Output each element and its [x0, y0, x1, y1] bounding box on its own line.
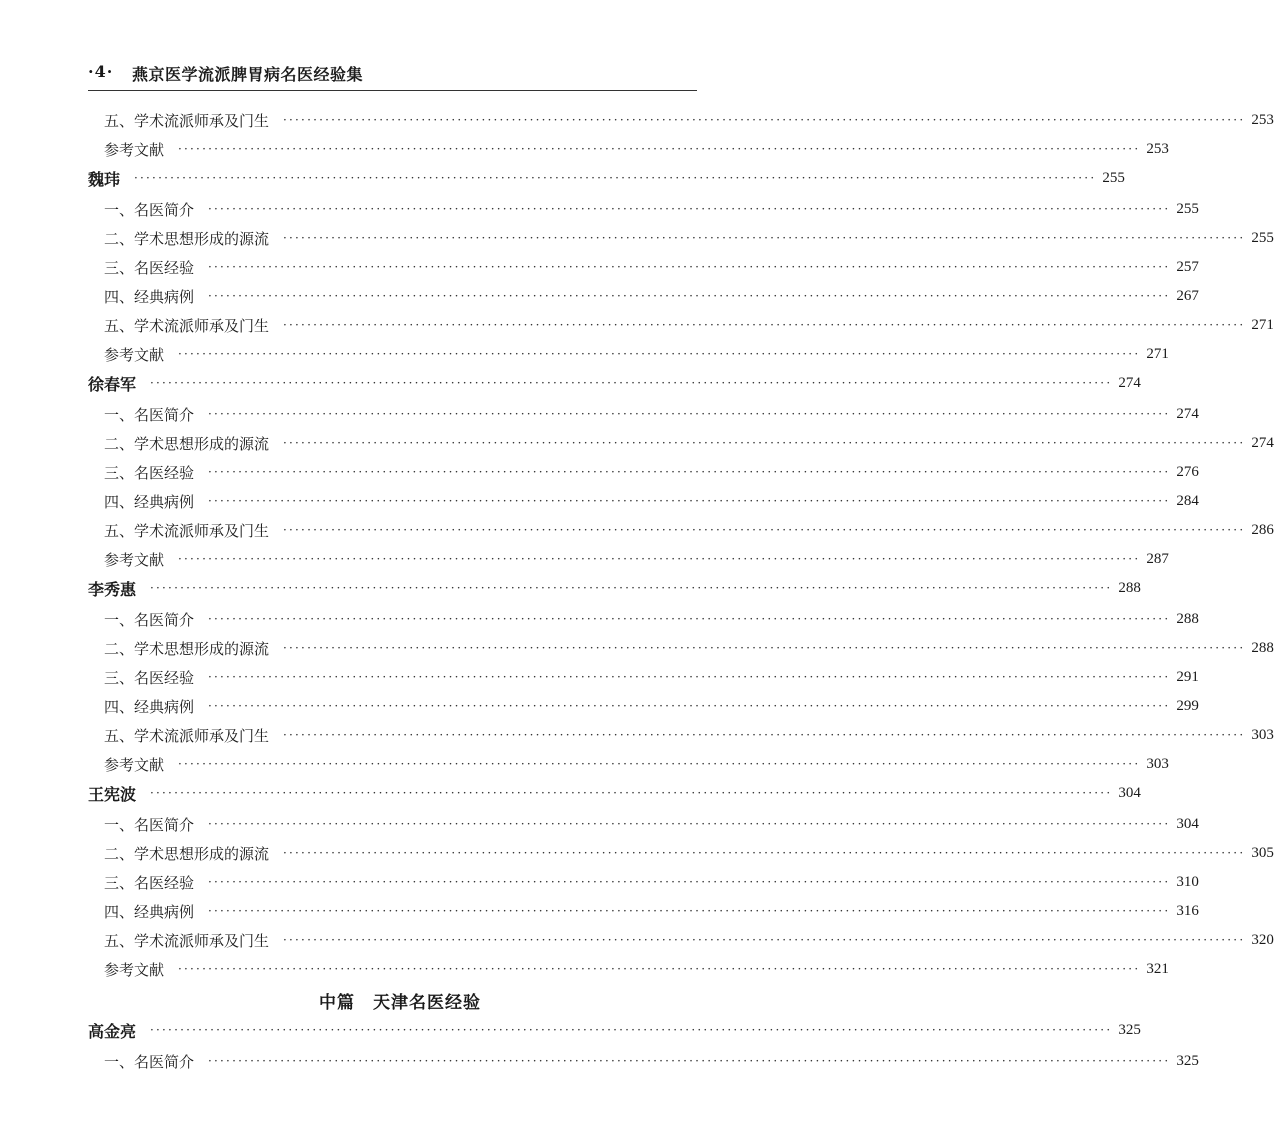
toc-entry-title: 一、名医简介 — [104, 610, 195, 629]
dot-leader: ································································································································································ — [208, 465, 1171, 479]
toc-entry-title: 高金亮 — [88, 1021, 137, 1041]
dot-leader: ································································································································································ — [283, 523, 1246, 537]
dot-leader: ································································································································································ — [208, 494, 1171, 508]
dot-leader: ································································································································································ — [150, 376, 1113, 390]
toc-section-entry[interactable] — [104, 489, 1199, 513]
toc-entry-title: 四、经典病例 — [104, 697, 195, 716]
toc-section-entry[interactable] — [104, 812, 1199, 836]
toc-section-entry[interactable] — [104, 284, 1199, 308]
toc-section-entry[interactable] — [104, 431, 1274, 455]
toc-entry-title: 三、名医经验 — [104, 873, 195, 892]
toc-entry-title: 一、名医简介 — [104, 405, 195, 424]
toc-entry-page: 255 — [1176, 200, 1199, 217]
toc-entry-page: 320 — [1251, 931, 1274, 948]
toc-entry-title: 五、学术流派师承及门生 — [104, 931, 270, 950]
toc-entry-page: 257 — [1176, 258, 1199, 275]
toc-entry-page: 288 — [1176, 610, 1199, 627]
toc-entry-page: 274 — [1118, 374, 1141, 391]
toc-entry-title: 一、名医简介 — [104, 815, 195, 834]
toc-section-entry[interactable] — [104, 957, 1169, 981]
toc-entry-title: 徐春军 — [88, 374, 137, 394]
toc-entry-page: 286 — [1251, 521, 1274, 538]
toc-doctor-entry[interactable] — [88, 576, 1141, 600]
toc-entry-title: 参考文献 — [104, 345, 165, 364]
toc-entry-page: 255 — [1251, 229, 1274, 246]
toc-section-entry[interactable] — [104, 226, 1274, 250]
toc-section-entry[interactable] — [104, 342, 1169, 366]
toc-doctor-entry[interactable] — [88, 1018, 1141, 1042]
page-number: ·4· — [88, 62, 114, 81]
toc-section-entry[interactable] — [104, 137, 1169, 161]
dot-leader: ································································································································································ — [283, 846, 1246, 860]
toc-entry-page: 271 — [1146, 345, 1169, 362]
toc-entry-title: 王宪波 — [88, 784, 137, 804]
dot-leader: ································································································································································ — [208, 1054, 1171, 1068]
toc-entry-page: 304 — [1176, 815, 1199, 832]
toc-section-entry[interactable] — [104, 460, 1199, 484]
toc-entry-title: 三、名医经验 — [104, 258, 195, 277]
toc-section-entry[interactable] — [104, 313, 1274, 337]
toc-entry-title: 二、学术思想形成的源流 — [104, 434, 270, 453]
toc-entry-page: 325 — [1176, 1052, 1199, 1069]
toc-entry-title: 五、学术流派师承及门生 — [104, 316, 270, 335]
toc-entry-page: 284 — [1176, 492, 1199, 509]
book-title: 燕京医学流派脾胃病名医经验集 — [132, 65, 364, 84]
toc-entry-title: 四、经典病例 — [104, 492, 195, 511]
toc-section-entry[interactable] — [104, 870, 1199, 894]
toc-section-entry[interactable] — [104, 1049, 1199, 1073]
toc-entry-page: 303 — [1251, 726, 1274, 743]
toc-doctor-entry[interactable] — [88, 166, 1125, 190]
toc-entry-title: 三、名医经验 — [104, 668, 195, 687]
toc-entry-page: 267 — [1176, 287, 1199, 304]
toc-entry-page: 271 — [1251, 316, 1274, 333]
toc-section-entry[interactable] — [104, 547, 1169, 571]
toc-entry-title: 一、名医简介 — [104, 200, 195, 219]
dot-leader: ································································································································································ — [208, 670, 1171, 684]
dot-leader: ································································································································································ — [283, 641, 1246, 655]
toc-section-entry[interactable] — [104, 928, 1274, 952]
toc-entry-page: 304 — [1118, 784, 1141, 801]
toc-entry-title: 参考文献 — [104, 755, 165, 774]
toc-section-entry[interactable] — [104, 518, 1274, 542]
dot-leader: ································································································································································ — [208, 875, 1171, 889]
toc-entry-title: 魏玮 — [88, 169, 121, 189]
toc-entry-page: 274 — [1251, 434, 1274, 451]
dot-leader: ································································································································································ — [208, 202, 1171, 216]
dot-leader: ································································································································································ — [283, 231, 1246, 245]
toc-entry-title: 二、学术思想形成的源流 — [104, 844, 270, 863]
toc-entry-title: 一、名医简介 — [104, 1052, 195, 1071]
toc-entry-title: 五、学术流派师承及门生 — [104, 111, 270, 130]
dot-leader: ································································································································································ — [178, 142, 1141, 156]
dot-leader: ································································································································································ — [283, 728, 1246, 742]
dot-leader: ································································································································································ — [283, 436, 1246, 450]
toc-section-entry[interactable] — [104, 636, 1274, 660]
part-heading: 中篇 天津名医经验 — [319, 993, 481, 1013]
toc-entry-page: 321 — [1146, 960, 1169, 977]
dot-leader: ································································································································································ — [150, 581, 1113, 595]
toc-section-entry[interactable] — [104, 402, 1199, 426]
toc-entry-page: 316 — [1176, 902, 1199, 919]
toc-entry-title: 参考文献 — [104, 960, 165, 979]
toc-doctor-entry[interactable] — [88, 371, 1141, 395]
dot-leader: ································································································································································ — [178, 347, 1141, 361]
toc-section-entry[interactable] — [104, 841, 1274, 865]
toc-section-entry[interactable] — [104, 752, 1169, 776]
toc-section-entry[interactable] — [104, 607, 1199, 631]
toc-entry-title: 参考文献 — [104, 140, 165, 159]
dot-leader: ································································································································································ — [208, 904, 1171, 918]
toc-entry-title: 李秀惠 — [88, 579, 137, 599]
toc-entry-title: 二、学术思想形成的源流 — [104, 639, 270, 658]
toc-entry-title: 参考文献 — [104, 550, 165, 569]
dot-leader: ································································································································································ — [283, 318, 1246, 332]
toc-section-entry[interactable] — [104, 255, 1199, 279]
dot-leader: ································································································································································ — [208, 407, 1171, 421]
toc-entry-page: 276 — [1176, 463, 1199, 480]
toc-section-entry[interactable] — [104, 197, 1199, 221]
toc-entry-page: 253 — [1146, 140, 1169, 157]
toc-entry-page: 303 — [1146, 755, 1169, 772]
toc-section-entry[interactable] — [104, 723, 1274, 747]
dot-leader: ································································································································································ — [134, 171, 1097, 185]
dot-leader: ································································································································································ — [150, 1023, 1113, 1037]
toc-entry-page: 253 — [1251, 111, 1274, 128]
toc-entry-title: 二、学术思想形成的源流 — [104, 229, 270, 248]
dot-leader: ································································································································································ — [208, 699, 1171, 713]
dot-leader: ································································································································································ — [208, 612, 1171, 626]
toc-entry-title: 四、经典病例 — [104, 287, 195, 306]
toc-entry-page: 291 — [1176, 668, 1199, 685]
dot-leader: ································································································································································ — [178, 757, 1141, 771]
toc-entry-title: 五、学术流派师承及门生 — [104, 521, 270, 540]
toc-entry-page: 325 — [1118, 1021, 1141, 1038]
toc-entry-title: 三、名医经验 — [104, 463, 195, 482]
toc-entry-page: 287 — [1146, 550, 1169, 567]
toc-entry-page: 305 — [1251, 844, 1274, 861]
toc-entry-page: 299 — [1176, 697, 1199, 714]
toc-section-entry[interactable] — [104, 665, 1199, 689]
toc-section-entry[interactable] — [104, 108, 1274, 132]
toc-entry-title: 四、经典病例 — [104, 902, 195, 921]
toc-entry-page: 255 — [1102, 169, 1125, 186]
toc-section-entry[interactable] — [104, 899, 1199, 923]
toc-entry-page: 288 — [1251, 639, 1274, 656]
dot-leader: ································································································································································ — [178, 552, 1141, 566]
dot-leader: ································································································································································ — [283, 113, 1246, 127]
toc-entry-title: 五、学术流派师承及门生 — [104, 726, 270, 745]
dot-leader: ································································································································································ — [208, 260, 1171, 274]
dot-leader: ································································································································································ — [208, 817, 1171, 831]
dot-leader: ································································································································································ — [283, 933, 1246, 947]
toc-entry-page: 288 — [1118, 579, 1141, 596]
dot-leader: ································································································································································ — [208, 289, 1171, 303]
dot-leader: ································································································································································ — [150, 786, 1113, 800]
toc-doctor-entry[interactable] — [88, 781, 1141, 805]
toc-entry-page: 310 — [1176, 873, 1199, 890]
toc-entry-page: 274 — [1176, 405, 1199, 422]
toc-section-entry[interactable] — [104, 694, 1199, 718]
dot-leader: ································································································································································ — [178, 962, 1141, 976]
